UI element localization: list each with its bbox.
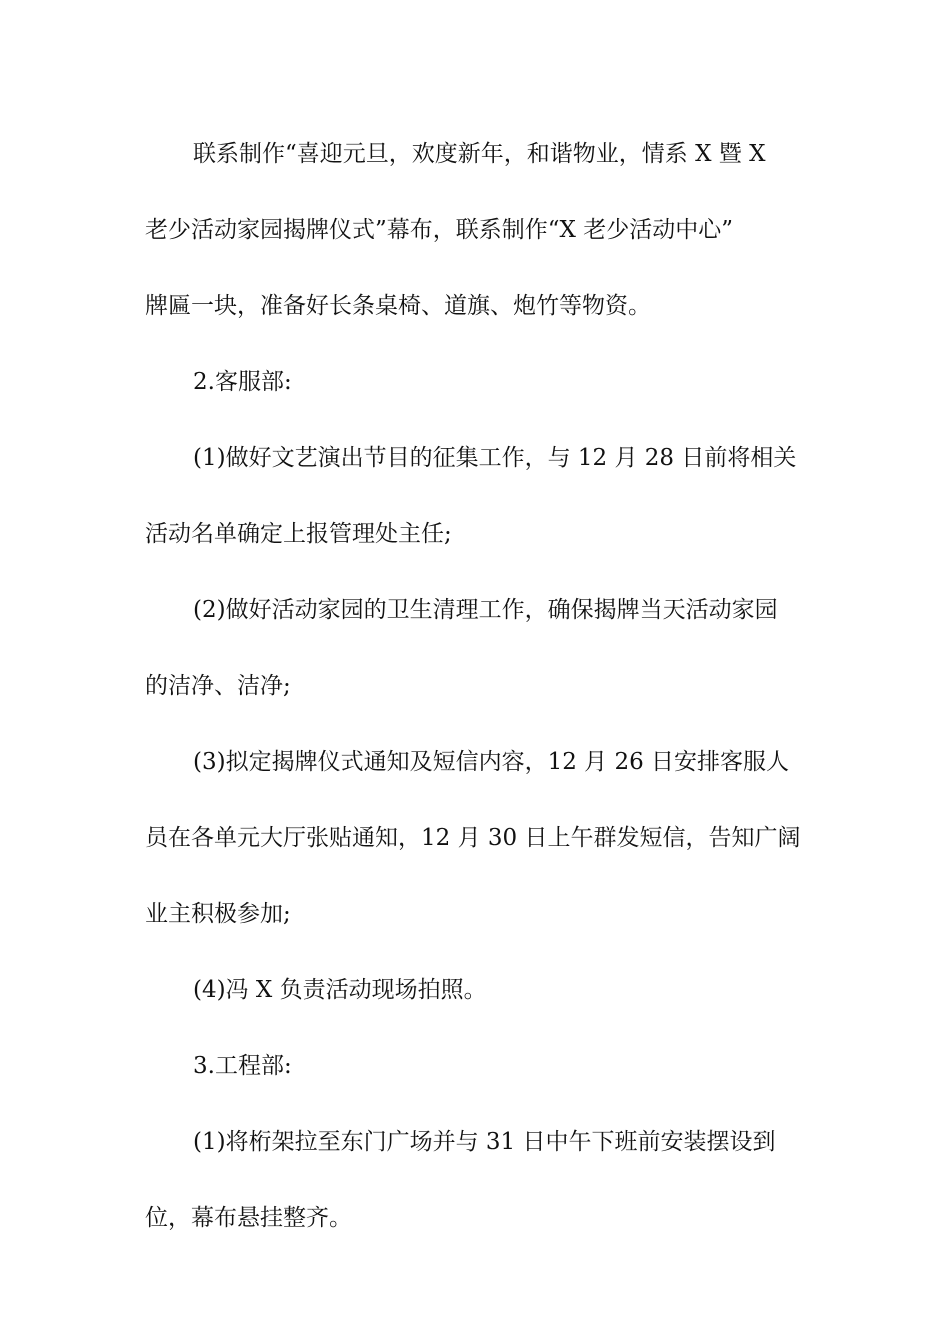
section-heading: 3.工程部: xyxy=(193,1053,292,1079)
document-body xyxy=(145,128,810,1268)
text-line: (2)做好活动家园的卫生清理工作，确保揭牌当天活动家园 xyxy=(193,597,778,623)
text-line: (1)将桁架拉至东门广场并与 31 日中午下班前安装摆设到 xyxy=(193,1129,776,1155)
text-line: 老少活动家园揭牌仪式”幕布，联系制作“X 老少活动中心” xyxy=(145,217,733,243)
text-line: 牌匾一块，准备好长条桌椅、道旗、炮竹等物资。 xyxy=(145,293,651,319)
text-line: 活动名单确定上报管理处主任; xyxy=(145,521,452,547)
text-line: 员在各单元大厅张贴通知，12 月 30 日上午群发短信，告知广阔 xyxy=(145,825,801,851)
text-line: 位，幕布悬挂整齐。 xyxy=(145,1205,352,1231)
text-line: 业主积极参加; xyxy=(145,901,291,927)
text-line: 的洁净、洁净; xyxy=(145,673,291,699)
section-heading: 2.客服部: xyxy=(193,369,292,395)
text-line: 联系制作“喜迎元旦，欢度新年，和谐物业，情系 X 暨 X xyxy=(193,141,766,167)
text-line: (3)拟定揭牌仪式通知及短信内容，12 月 26 日安排客服人 xyxy=(193,749,790,775)
text-line: (4)冯 X 负责活动现场拍照。 xyxy=(193,977,487,1003)
text-line: (1)做好文艺演出节目的征集工作，与 12 月 28 日前将相关 xyxy=(193,445,797,471)
